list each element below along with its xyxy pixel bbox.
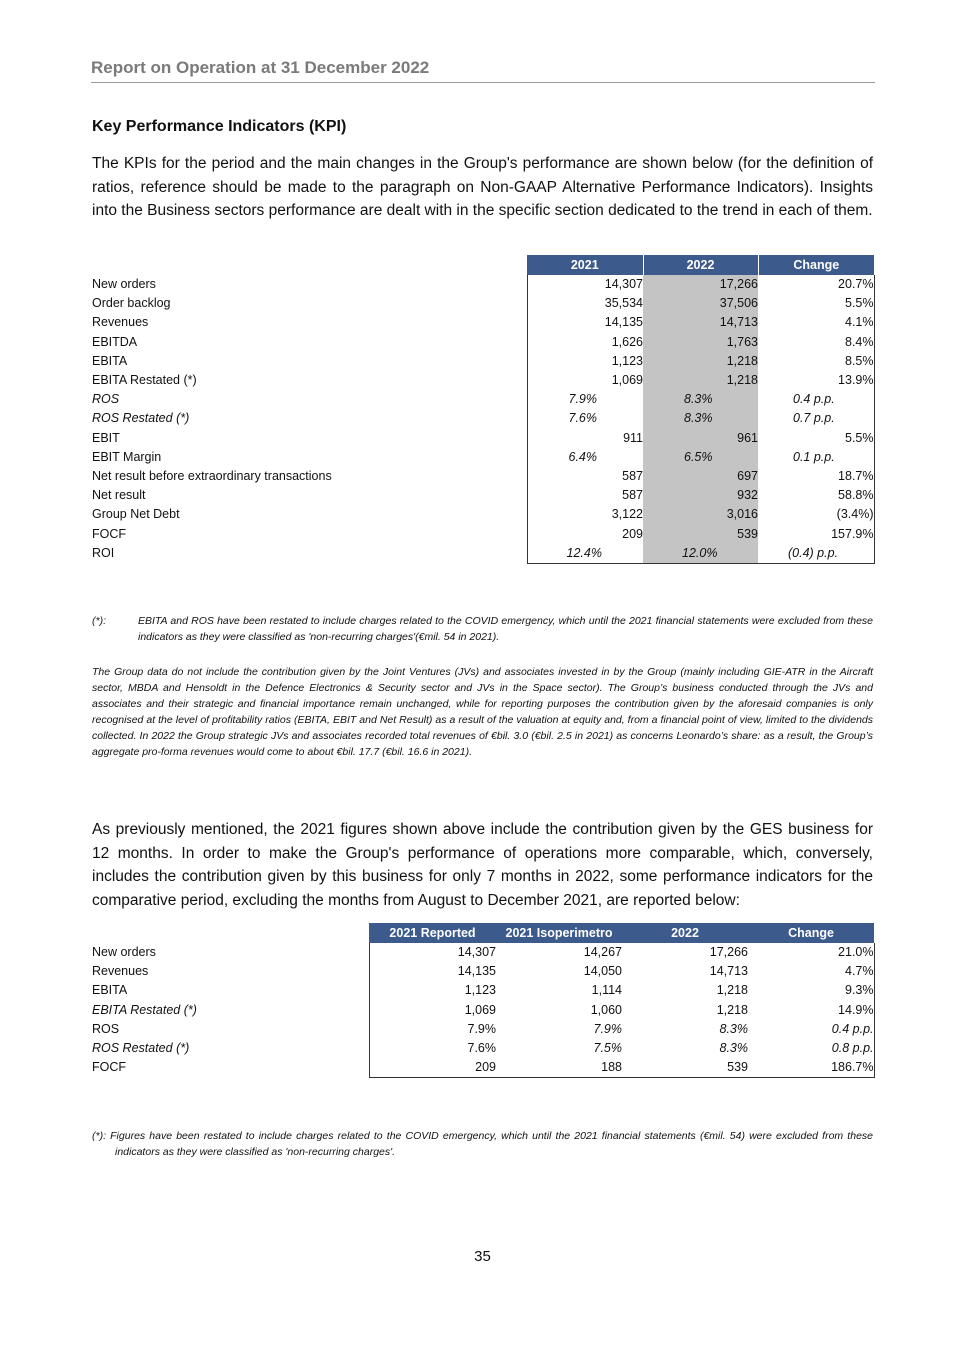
jv-note: The Group data do not include the contribution given by the Joint Ventures (JVs) and associates invested in by the Group (mainly including GIE-ATR in the Aircraft sector, MBDA and Hensoldt in the Defence Electronics & Security sector and JVs in the Space sector). The Group’s business conducted through the JVs and associates and their strategic and financial importance remain unchanged, while for reporting purposes the contribution given by the aforesaid companies is only recognised at the level of profitability ratios (EBITA, EBIT and Net Result) as a result of the valuation at equity and, from a financial point of view, limited to the dividends collected. In 2022 the Group strategic JVs and associates recorded total revenues of €bil. 3.0 (€bil. 2.5 in 2021) as concerns Leonardo’s share: as a result, the Group’s aggregate pro-forma revenues would come to about €bil. 17.7 (€bil. 16.6 in 2021). (92, 666, 873, 758)
table-row (92, 390, 874, 409)
value-2021-reported: 1,123 (369, 981, 496, 1000)
table-row (92, 486, 874, 505)
table-row (92, 1001, 874, 1020)
table-row (92, 943, 874, 962)
value-2022: 6.5% (643, 448, 758, 467)
kpi-table-header (92, 255, 874, 275)
intro-paragraph: The KPIs for the period and the main changes in the Group's performance are shown below (for the definition of ratios, reference should be made to the paragraph on Non-GAAP Alternative Performance Indicators). Insights into the Business sectors performance are dealt with in the specific section dedicated to the trend in each of them. (92, 155, 873, 219)
col-header-2022: 2022 (622, 923, 748, 943)
value-2022: 14,713 (643, 313, 758, 332)
row-label: ROS (92, 1021, 120, 1036)
value-change: 21.0% (748, 943, 874, 962)
row-label: EBIT (92, 430, 120, 445)
value-change: 0.7 p.p. (758, 409, 874, 428)
col-header-change: Change (748, 923, 874, 943)
value-2022: 8.3% (643, 390, 758, 409)
value-2021: 14,135 (527, 313, 643, 332)
table-row (92, 448, 874, 467)
value-change: (3.4%) (758, 505, 874, 524)
value-2021: 911 (527, 429, 643, 448)
value-2021-isoperimetro: 14,267 (583, 945, 622, 959)
table-row (92, 294, 874, 313)
value-change: 58.8% (758, 486, 874, 505)
value-change: 18.7% (758, 467, 874, 486)
value-2022: 539 (622, 1058, 748, 1078)
col-header-2021-isoperimetro: 2021 Isoperimetro (496, 923, 622, 943)
table-row (92, 429, 874, 448)
value-2022: 961 (643, 429, 758, 448)
comparison-table-header (92, 923, 874, 943)
row-label: ROS Restated (*) (92, 1041, 190, 1056)
row-label: Net result (92, 488, 146, 503)
value-2021-isoperimetro: 7.9% (593, 1021, 622, 1036)
value-change: 14.9% (748, 1001, 874, 1020)
value-2021: 1,069 (527, 371, 643, 390)
table-row (92, 467, 874, 486)
value-2022: 697 (643, 467, 758, 486)
row-label: EBITA (92, 983, 128, 998)
table-row (92, 1039, 874, 1058)
col-header-change: Change (758, 255, 874, 275)
value-2021: 209 (527, 525, 643, 544)
table-row (92, 544, 874, 564)
col-header-2021-reported: 2021 Reported (369, 923, 496, 943)
value-change: 0.1 p.p. (758, 448, 874, 467)
row-label: Revenues (92, 315, 149, 330)
table-row (92, 371, 874, 390)
footnote-restated (92, 613, 873, 645)
comparison-paragraph: As previously mentioned, the 2021 figures shown above include the contribution given by the GES business for 12 months. In order to make the Group's performance of operations more comparable, which, conversely, includes the contribution given by this business for only 7 months in 2022, some performance indicators for the comparative period, excluding the months from August to December 2021, are reported below: (92, 821, 873, 909)
value-2021: 7.9% (527, 390, 643, 409)
value-2021-isoperimetro: 188 (496, 1058, 622, 1078)
value-2022: 1,218 (716, 983, 748, 998)
value-2022: 8.3% (719, 1021, 748, 1036)
table-row (92, 525, 874, 544)
value-change: 4.1% (758, 313, 874, 332)
header-title: Report on Operation at 31 December 2022 (91, 58, 430, 77)
value-2021: 587 (527, 486, 643, 505)
value-2021-isoperimetro: 14,050 (583, 964, 622, 979)
table-row (92, 409, 874, 428)
value-2021-reported: 14,307 (369, 943, 496, 962)
value-change: 0.4 p.p. (748, 1020, 874, 1039)
value-2022: 17,266 (709, 945, 748, 959)
value-2021: 7.6% (527, 409, 643, 428)
row-label: FOCF (92, 1060, 127, 1075)
value-change: 13.9% (758, 371, 874, 390)
table-row (92, 1058, 874, 1078)
table-row (92, 1020, 874, 1039)
row-label: Order backlog (92, 296, 171, 311)
value-change: 9.3% (748, 981, 874, 1000)
value-2022: 8.3% (643, 409, 758, 428)
col-header-2022: 2022 (643, 255, 758, 275)
value-2022: 539 (643, 525, 758, 544)
value-2021: 587 (527, 467, 643, 486)
section-title: Key Performance Indicators (KPI) (92, 118, 347, 135)
value-change: 157.9% (758, 525, 874, 544)
value-2022: 1,218 (643, 371, 758, 390)
value-change: (0.4) p.p. (758, 544, 874, 564)
value-change: 0.4 p.p. (758, 390, 874, 409)
value-2021-reported: 209 (369, 1058, 496, 1078)
value-2022: 14,713 (709, 964, 748, 979)
value-2021-isoperimetro: 1,114 (591, 983, 622, 998)
value-change: 0.8 p.p. (748, 1039, 874, 1058)
value-2021: 3,122 (527, 505, 643, 524)
col-header-2021: 2021 (527, 255, 643, 275)
row-label: Revenues (92, 964, 149, 979)
value-2021: 12.4% (527, 544, 643, 564)
value-change: 8.4% (758, 333, 874, 352)
value-change: 5.5% (758, 429, 874, 448)
row-label: FOCF (92, 526, 127, 541)
value-2021: 35,534 (527, 294, 643, 313)
row-label: EBIT Margin (92, 449, 162, 464)
footnote-text: EBITA and ROS have been restated to include charges related to the COVID emergency, which until the 2021 financial statements were excluded from these indicators as they were classified as 'non-recurring charges'(€mil. 54 in 2021). (138, 615, 873, 643)
value-2021-isoperimetro: 1,060 (590, 1002, 622, 1017)
row-label: ROS (92, 392, 120, 407)
row-label: ROI (92, 546, 115, 561)
footnote-mark: (*): (92, 615, 106, 627)
value-2022: 12.0% (643, 544, 758, 564)
value-change: 20.7% (758, 275, 874, 294)
table-row (92, 352, 874, 371)
value-2021: 1,626 (527, 333, 643, 352)
footnote-figures-restated: (*): Figures have been restated to include charges related to the COVID emergency, which until the 2021 financial statements (€mil. 54) were excluded from these indicators as they were classified as 'non-recurring charges'. (92, 1130, 873, 1158)
table-row (92, 333, 874, 352)
value-2021: 1,123 (527, 352, 643, 371)
row-label: New orders (92, 945, 156, 959)
value-2022: 1,218 (643, 352, 758, 371)
value-2021-isoperimetro: 7.5% (593, 1041, 622, 1056)
row-label: EBITA (92, 353, 128, 368)
row-label: Group Net Debt (92, 507, 180, 522)
table-row (92, 505, 874, 524)
value-change: 5.5% (758, 294, 874, 313)
row-label: Net result before extraordinary transactions (92, 469, 332, 484)
value-2022: 37,506 (643, 294, 758, 313)
value-2021: 14,307 (527, 275, 643, 294)
page-number: 35 (474, 1248, 491, 1265)
comparison-table (92, 923, 875, 1078)
value-2022: 8.3% (719, 1041, 748, 1056)
value-2022: 3,016 (643, 505, 758, 524)
page-header (91, 58, 875, 83)
value-change: 8.5% (758, 352, 874, 371)
row-label: EBITDA (92, 334, 138, 349)
value-2021-reported: 1,069 (369, 1001, 496, 1020)
value-2022: 1,218 (716, 1002, 748, 1017)
value-2022: 932 (643, 486, 758, 505)
table-row (92, 275, 874, 294)
table-row (92, 313, 874, 332)
kpi-table (92, 255, 875, 564)
value-2021-reported: 7.6% (369, 1039, 496, 1058)
value-2021: 6.4% (527, 448, 643, 467)
row-label: New orders (92, 277, 156, 291)
table-row (92, 981, 874, 1000)
value-2022: 1,763 (643, 333, 758, 352)
row-label: ROS Restated (*) (92, 411, 190, 426)
value-2021-reported: 14,135 (369, 962, 496, 981)
row-label: EBITA Restated (*) (92, 1002, 197, 1017)
value-change: 4.7% (748, 962, 874, 981)
value-2022: 17,266 (643, 275, 758, 294)
value-change: 186.7% (748, 1058, 874, 1078)
row-label: EBITA Restated (*) (92, 373, 197, 388)
value-2021-reported: 7.9% (369, 1020, 496, 1039)
table-row (92, 962, 874, 981)
